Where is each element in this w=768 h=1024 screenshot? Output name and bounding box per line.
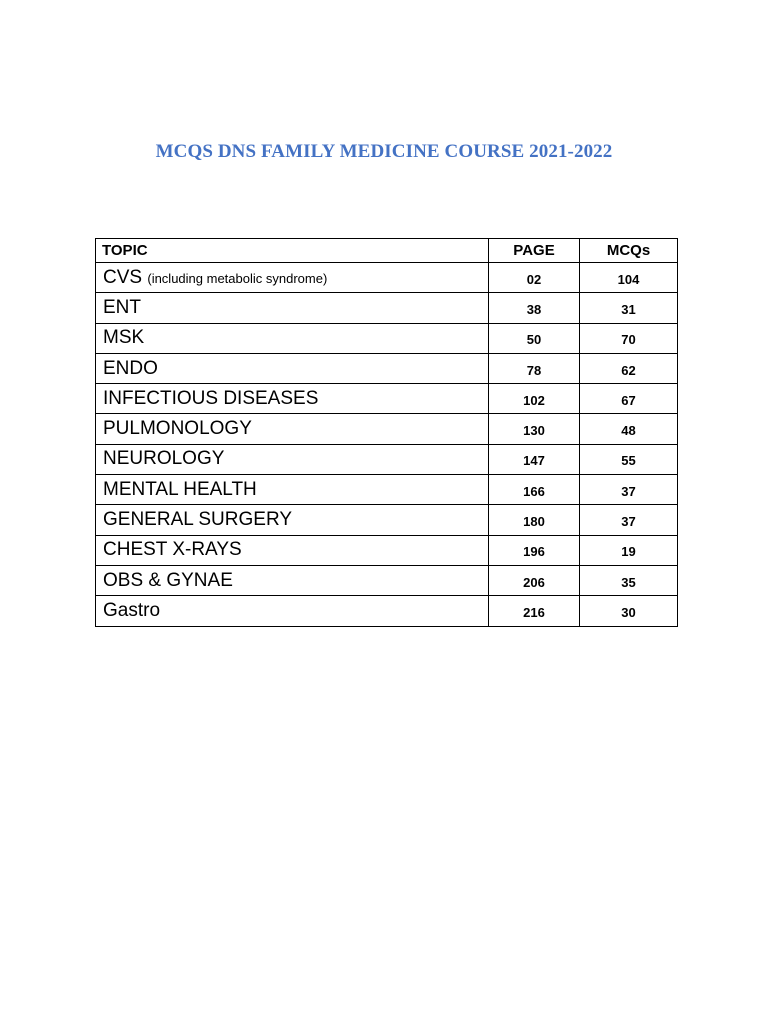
mcqs-cell: 19 — [580, 535, 678, 565]
page-cell: 102 — [489, 384, 580, 414]
page-cell: 50 — [489, 323, 580, 353]
column-header-mcqs: MCQs — [580, 239, 678, 263]
topic-cell — [96, 384, 489, 414]
topic-cell — [96, 444, 489, 474]
topic-name: MSK — [103, 327, 145, 349]
table-body — [96, 263, 678, 627]
topic-name: CHEST X-RAYS — [103, 539, 242, 561]
table-row — [96, 565, 678, 595]
page-cell: 02 — [489, 263, 580, 293]
table-row — [96, 414, 678, 444]
table-row — [96, 444, 678, 474]
mcqs-cell: 70 — [580, 323, 678, 353]
page-cell: 78 — [489, 353, 580, 383]
table-row — [96, 535, 678, 565]
topic-cell — [96, 535, 489, 565]
topic-cell — [96, 565, 489, 595]
mcqs-cell: 37 — [580, 505, 678, 535]
table-row — [96, 384, 678, 414]
table-row — [96, 596, 678, 626]
mcqs-cell: 55 — [580, 444, 678, 474]
mcqs-cell: 104 — [580, 263, 678, 293]
table-row — [96, 293, 678, 323]
topic-cell — [96, 596, 489, 626]
topic-name: MENTAL HEALTH — [103, 478, 257, 500]
column-header-page: PAGE — [489, 239, 580, 263]
topic-cell — [96, 505, 489, 535]
topic-note: (including metabolic syndrome) — [147, 270, 328, 286]
topic-name: NEUROLOGY — [103, 448, 225, 470]
topic-name: INFECTIOUS DISEASES — [103, 387, 319, 409]
page-cell: 147 — [489, 444, 580, 474]
topic-cell — [96, 293, 489, 323]
page-cell: 196 — [489, 535, 580, 565]
table-row — [96, 505, 678, 535]
table-row — [96, 353, 678, 383]
page-cell: 130 — [489, 414, 580, 444]
topic-name: CVS — [103, 266, 143, 288]
page-cell: 206 — [489, 565, 580, 595]
table-row — [96, 263, 678, 293]
page-cell: 38 — [489, 293, 580, 323]
mcqs-cell: 67 — [580, 384, 678, 414]
mcqs-cell: 30 — [580, 596, 678, 626]
topic-name: OBS & GYNAE — [103, 569, 233, 591]
page-cell: 166 — [489, 475, 580, 505]
topic-cell — [96, 353, 489, 383]
topic-name: GENERAL SURGERY — [103, 509, 292, 531]
topic-cell — [96, 475, 489, 505]
topic-name: ENDO — [103, 357, 158, 379]
table-header-row — [96, 239, 678, 263]
topic-name: PULMONOLOGY — [103, 418, 252, 440]
page-cell: 216 — [489, 596, 580, 626]
table-row — [96, 323, 678, 353]
mcqs-cell: 35 — [580, 565, 678, 595]
column-header-topic: TOPIC — [96, 239, 489, 263]
page-cell: 180 — [489, 505, 580, 535]
topic-cell — [96, 414, 489, 444]
mcqs-cell: 48 — [580, 414, 678, 444]
topic-name: ENT — [103, 296, 141, 318]
topic-cell — [96, 263, 489, 293]
topic-cell — [96, 323, 489, 353]
mcqs-cell: 37 — [580, 475, 678, 505]
table-row — [96, 475, 678, 505]
topic-name: Gastro — [103, 599, 161, 621]
mcqs-cell: 31 — [580, 293, 678, 323]
mcqs-cell: 62 — [580, 353, 678, 383]
topics-table — [95, 238, 678, 627]
page-title: MCQS DNS FAMILY MEDICINE COURSE 2021-2022 — [155, 141, 613, 162]
